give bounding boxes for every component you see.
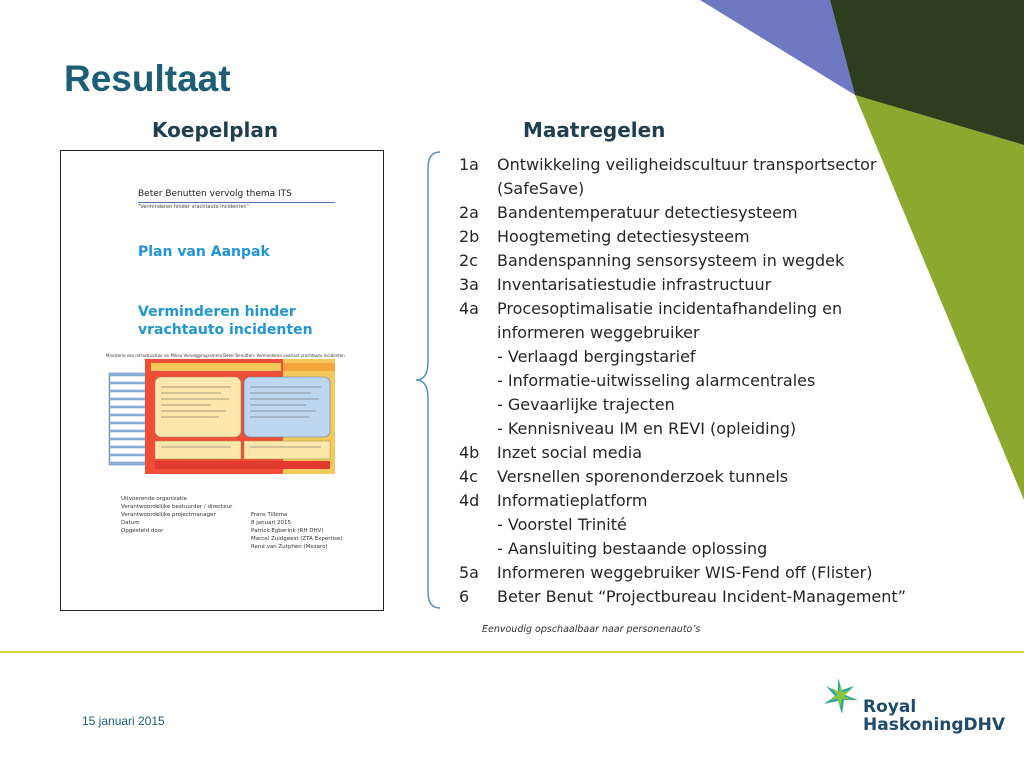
measure-text: Ontwikkeling veiligheidscultuur transportsector	[497, 155, 877, 174]
measure-text: - Aansluiting bestaande oplossing	[497, 539, 768, 558]
measure-item	[459, 177, 906, 201]
measure-number: 1a	[459, 155, 479, 174]
measure-number	[459, 321, 497, 345]
curly-bracket	[410, 148, 442, 612]
footer-divider	[0, 651, 1024, 653]
measure-number: 4d	[459, 491, 480, 510]
measure-item	[459, 441, 906, 465]
measures-list	[459, 153, 906, 609]
document-meta-row	[121, 543, 343, 551]
document-main-title-line1: Verminderen hinder	[138, 304, 296, 320]
measure-number: 2b	[459, 227, 480, 246]
logo-line-royal: Royal	[863, 697, 917, 717]
document-meta-row	[121, 503, 343, 511]
measure-item	[459, 345, 906, 369]
slide-title: Resultaat	[64, 58, 231, 99]
document-header-rule	[138, 202, 335, 203]
measure-item	[459, 273, 906, 297]
document-meta-key: Datum	[121, 520, 140, 526]
measure-text: - Kennisniveau IM en REVI (opleiding)	[497, 419, 797, 438]
measure-number	[459, 369, 497, 393]
measure-text: Versnellen sporenonderzoek tunnels	[497, 467, 789, 486]
document-meta-key: Verantwoordelijke bestuurder / directeur	[121, 504, 233, 510]
measure-text: Procesoptimalisatie incidentafhandeling en	[497, 299, 843, 318]
document-meta-key	[121, 535, 251, 543]
document-meta	[121, 495, 343, 551]
measure-item	[459, 225, 906, 249]
measure-number	[459, 417, 497, 441]
measure-number: 3a	[459, 275, 479, 294]
measure-item	[459, 417, 906, 441]
royal-haskoningdhv-logo-icon	[820, 674, 864, 722]
document-scheme-diagram	[61, 359, 384, 479]
document-meta-value: 8 januari 2015	[251, 520, 292, 526]
document-main-title-line2: vrachtauto incidenten	[138, 322, 313, 338]
document-meta-key: Opgesteld door	[121, 528, 164, 534]
maatregelen-heading: Maatregelen	[523, 118, 666, 142]
measure-number: 4c	[459, 467, 478, 486]
measure-number: 6	[459, 587, 470, 606]
measure-item	[459, 249, 906, 273]
measure-text: Informeren weggebruiker WIS-Fend off (Flister)	[497, 563, 873, 582]
measure-number: 2c	[459, 251, 478, 270]
measure-text: Bandenspanning sensorsysteem in wegdek	[497, 251, 845, 270]
document-meta-value: Frans Tillema	[251, 512, 288, 518]
measure-item	[459, 585, 906, 609]
measure-text: Inventarisatiestudie infrastructuur	[497, 275, 772, 294]
document-meta-value: René van Zutphen (Mezaro)	[251, 544, 328, 550]
document-header-subtitle: "Verminderen hinder vrachtauto incidenten"	[138, 204, 249, 210]
measure-number: 4a	[459, 299, 479, 318]
measure-text: (SafeSave)	[497, 179, 585, 198]
logo-line-haskoningdhv: HaskoningDHV	[863, 715, 1006, 735]
document-main-title	[138, 303, 313, 339]
measure-number: 2a	[459, 203, 479, 222]
measure-number	[459, 537, 497, 561]
logo-wordmark	[863, 698, 1005, 734]
measure-item	[459, 513, 906, 537]
footer-date: 15 januari 2015	[82, 714, 165, 728]
document-meta-value: Patrick Egberink (RH DHV)	[251, 528, 324, 534]
document-meta-row	[121, 527, 343, 535]
measure-text: Inzet social media	[497, 443, 642, 462]
measure-number: 4b	[459, 443, 480, 462]
measure-number	[459, 513, 497, 537]
measure-item	[459, 201, 906, 225]
measure-text: Hoogtemeting detectiesysteem	[497, 227, 750, 246]
measure-item	[459, 537, 906, 561]
document-plan-title: Plan van Aanpak	[138, 244, 270, 260]
document-header: Beter Benutten vervolg thema ITS	[138, 189, 292, 199]
document-meta-value: Marcel Zuidgeest (ZTA Expertise)	[251, 536, 343, 542]
document-ministry-line: Ministerie van Infrastructuur en Milieu Vervolgprogramma Beter Benutten: Verminderen overlast vrachtauto incidenten	[106, 353, 345, 358]
measure-number	[459, 177, 497, 201]
measure-text: Bandentemperatuur detectiesysteem	[497, 203, 798, 222]
koepelplan-heading: Koepelplan	[152, 118, 279, 142]
document-meta-key: Uitvoerende organisatie	[121, 496, 188, 502]
measure-item	[459, 369, 906, 393]
document-meta-row	[121, 511, 343, 519]
measure-text: - Gevaarlijke trajecten	[497, 395, 675, 414]
footnote: Eenvoudig opschaalbaar naar personenauto’s	[482, 624, 701, 635]
document-meta-row	[121, 535, 343, 543]
measure-item	[459, 297, 906, 321]
document-thumbnail	[60, 150, 384, 611]
measure-text: Informatieplatform	[497, 491, 648, 510]
measure-item	[459, 489, 906, 513]
document-meta-row	[121, 519, 343, 527]
measure-text: Beter Benut “Projectbureau Incident-Management”	[497, 587, 906, 606]
document-meta-row	[121, 495, 343, 503]
measure-number	[459, 345, 497, 369]
measure-number: 5a	[459, 563, 479, 582]
corner-blue-triangle	[700, 0, 855, 95]
measure-item	[459, 561, 906, 585]
measure-text: informeren weggebruiker	[497, 323, 700, 342]
measure-item	[459, 153, 906, 177]
document-meta-key	[121, 543, 251, 551]
document-meta-key: Verantwoordelijke projectmanager	[121, 512, 216, 518]
measure-text: - Verlaagd bergingstarief	[497, 347, 696, 366]
measure-item	[459, 465, 906, 489]
measure-item	[459, 321, 906, 345]
measure-text: - Voorstel Trinité	[497, 515, 627, 534]
measure-text: - Informatie-uitwisseling alarmcentrales	[497, 371, 816, 390]
measure-item	[459, 393, 906, 417]
measure-number	[459, 393, 497, 417]
